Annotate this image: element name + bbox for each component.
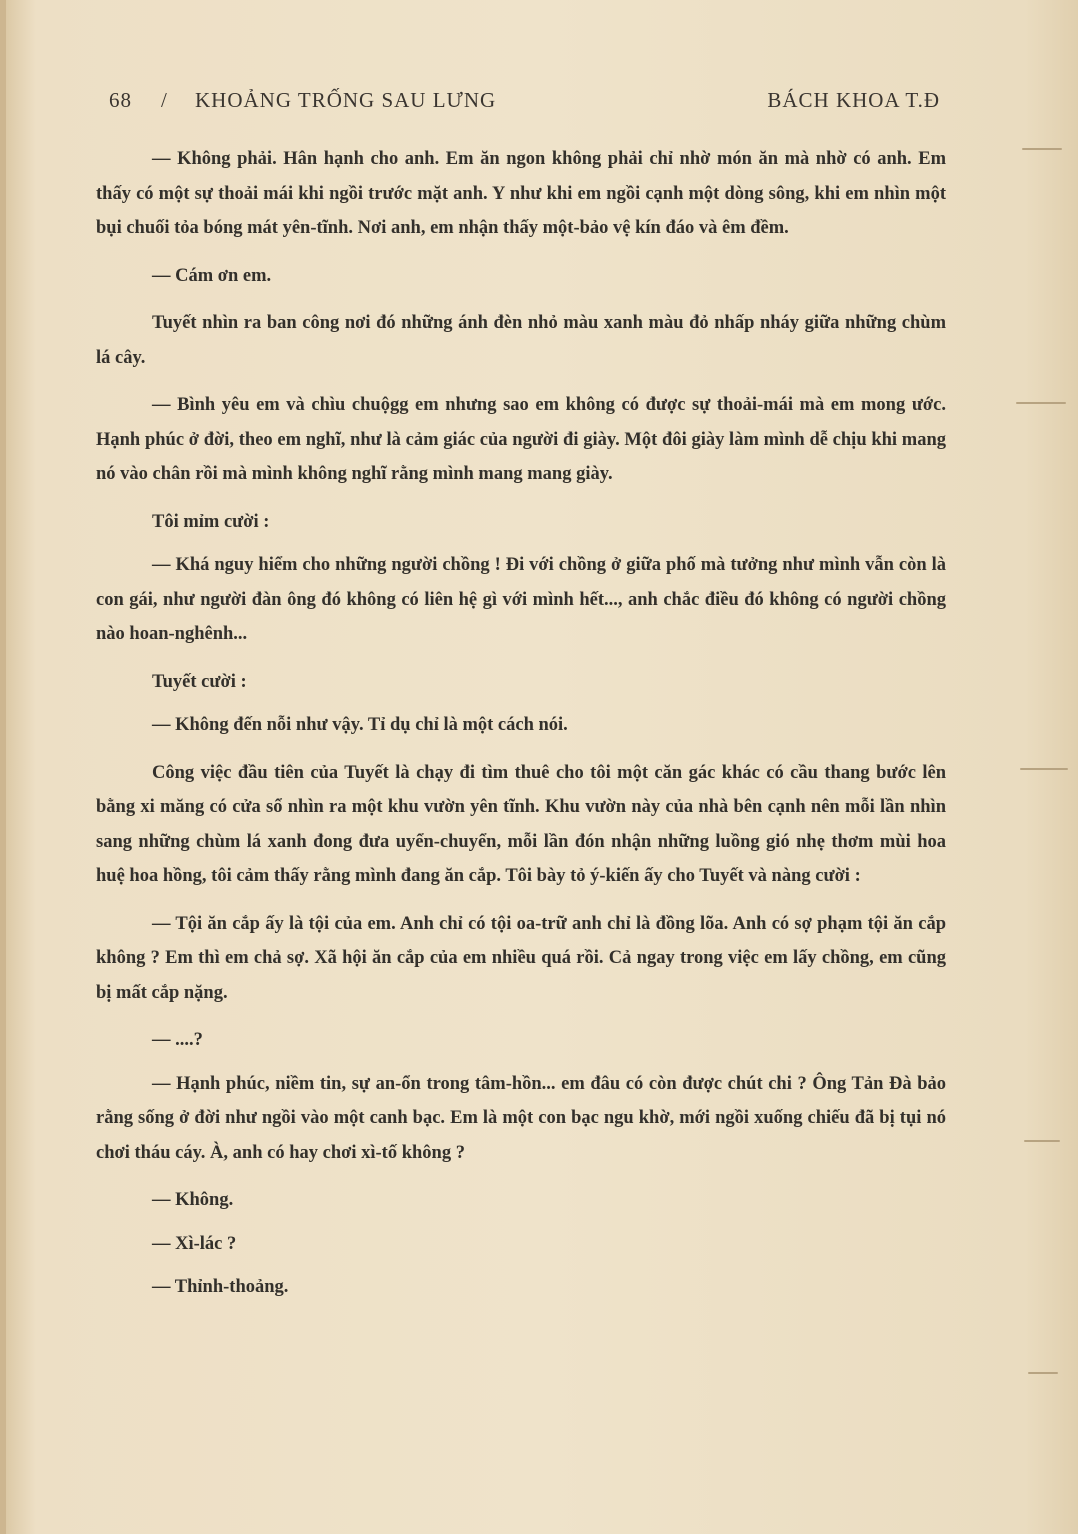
paragraph: — Khá nguy hiểm cho những người chồng ! Đi với chồng ở giữa phố mà tưởng như mình vẫn còn là con gái, như người đàn ông đó không có liên hệ gì với mình hết..., anh chắc điều đó không có người chồng nào hoan-nghênh...	[96, 555, 946, 644]
paragraph: — Không phải. Hân hạnh cho anh. Em ăn ngon không phải chỉ nhờ món ăn mà nhờ có anh. Em thấy có một sự thoải mái khi ngồi trước mặt anh. Y như khi em ngồi cạnh một dòng sông, khi em nhìn một bụi chuối tỏa bóng mát yên-tĩnh. Nơi anh, em nhận thấy một-bảo vệ kín đáo và êm đềm.	[96, 149, 946, 238]
page-header	[109, 88, 940, 118]
paragraph: — Cám ơn em.	[152, 265, 272, 286]
paragraph: Tôi mỉm cười :	[152, 511, 270, 532]
binding-mark	[1020, 768, 1068, 770]
binding-mark	[1024, 1140, 1060, 1142]
running-title: KHOẢNG TRỐNG SAU LƯNG	[195, 88, 497, 112]
binding-mark	[1022, 148, 1062, 150]
paragraph: Tuyết cười :	[152, 671, 247, 692]
paragraph: — Hạnh phúc, niềm tin, sự an-ổn trong tâm-hồn... em đâu có còn được chút chi ? Ông Tản Đà bảo rằng sống ở đời như ngồi vào một canh bạc. Em là một con bạc ngu khờ, mới ngồi xuống chiếu đã bị tụi nó chơi tháu cáy. À, anh có hay chơi xì-tố không ?	[96, 1073, 946, 1163]
paragraph: — ....?	[152, 1030, 203, 1050]
paragraph: Tuyết nhìn ra ban công nơi đó những ánh đèn nhỏ màu xanh màu đỏ nhấp nháy giữa những chùm lá cây.	[96, 313, 946, 368]
paragraph: — Bình yêu em và chìu chuộgg em nhưng sao em không có được sự thoải-mái mà em mong ước. Hạnh phúc ở đời, theo em nghĩ, như là cảm giác của người đi giày. Một đôi giày làm mình dễ chịu khi mang nó vào chân rồi mà mình không nghĩ rằng mình mang mang giày.	[96, 395, 946, 484]
paragraph: — Không.	[152, 1190, 234, 1210]
binding-mark	[1016, 402, 1066, 404]
paragraph: — Xì-lác ?	[152, 1233, 237, 1254]
paragraph: — Tội ăn cắp ấy là tội của em. Anh chỉ có tội oa-trữ anh chỉ là đồng lõa. Anh có sợ phạm tội ăn cắp không ? Em thì em chả sợ. Xã hội ăn cắp của em nhiều quá rồi. Cả ngay trong việc em lấy chồng, em cũng bị mất cắp nặng.	[96, 913, 946, 1003]
paragraph: — Thỉnh-thoảng.	[152, 1277, 289, 1297]
publication-name: BÁCH KHOA T.Đ	[767, 88, 940, 112]
page-body	[96, 142, 946, 1314]
binding-marks	[1008, 0, 1078, 1534]
page-number: 68	[109, 88, 132, 112]
paragraph: — Không đến nỗi như vậy. Tỉ dụ chỉ là một cách nói.	[152, 715, 568, 735]
header-separator: /	[161, 88, 168, 112]
paragraph: Công việc đầu tiên của Tuyết là chạy đi tìm thuê cho tôi một căn gác khác có cầu thang bước lên bằng xi măng có cửa sổ nhìn ra một khu vườn yên tĩnh. Khu vườn này của nhà bên cạnh nên mỗi lần nhìn sang những chùm lá xanh đong đưa uyển-chuyển, mỗi lần đón nhận những luồng gió nhẹ thơm mùi hoa huệ hoa hồng, tôi cảm thấy rằng mình đang ăn cắp. Tôi bày tỏ ý-kiến ấy cho Tuyết và nàng cười :	[96, 762, 946, 886]
binding-mark	[1028, 1372, 1058, 1374]
